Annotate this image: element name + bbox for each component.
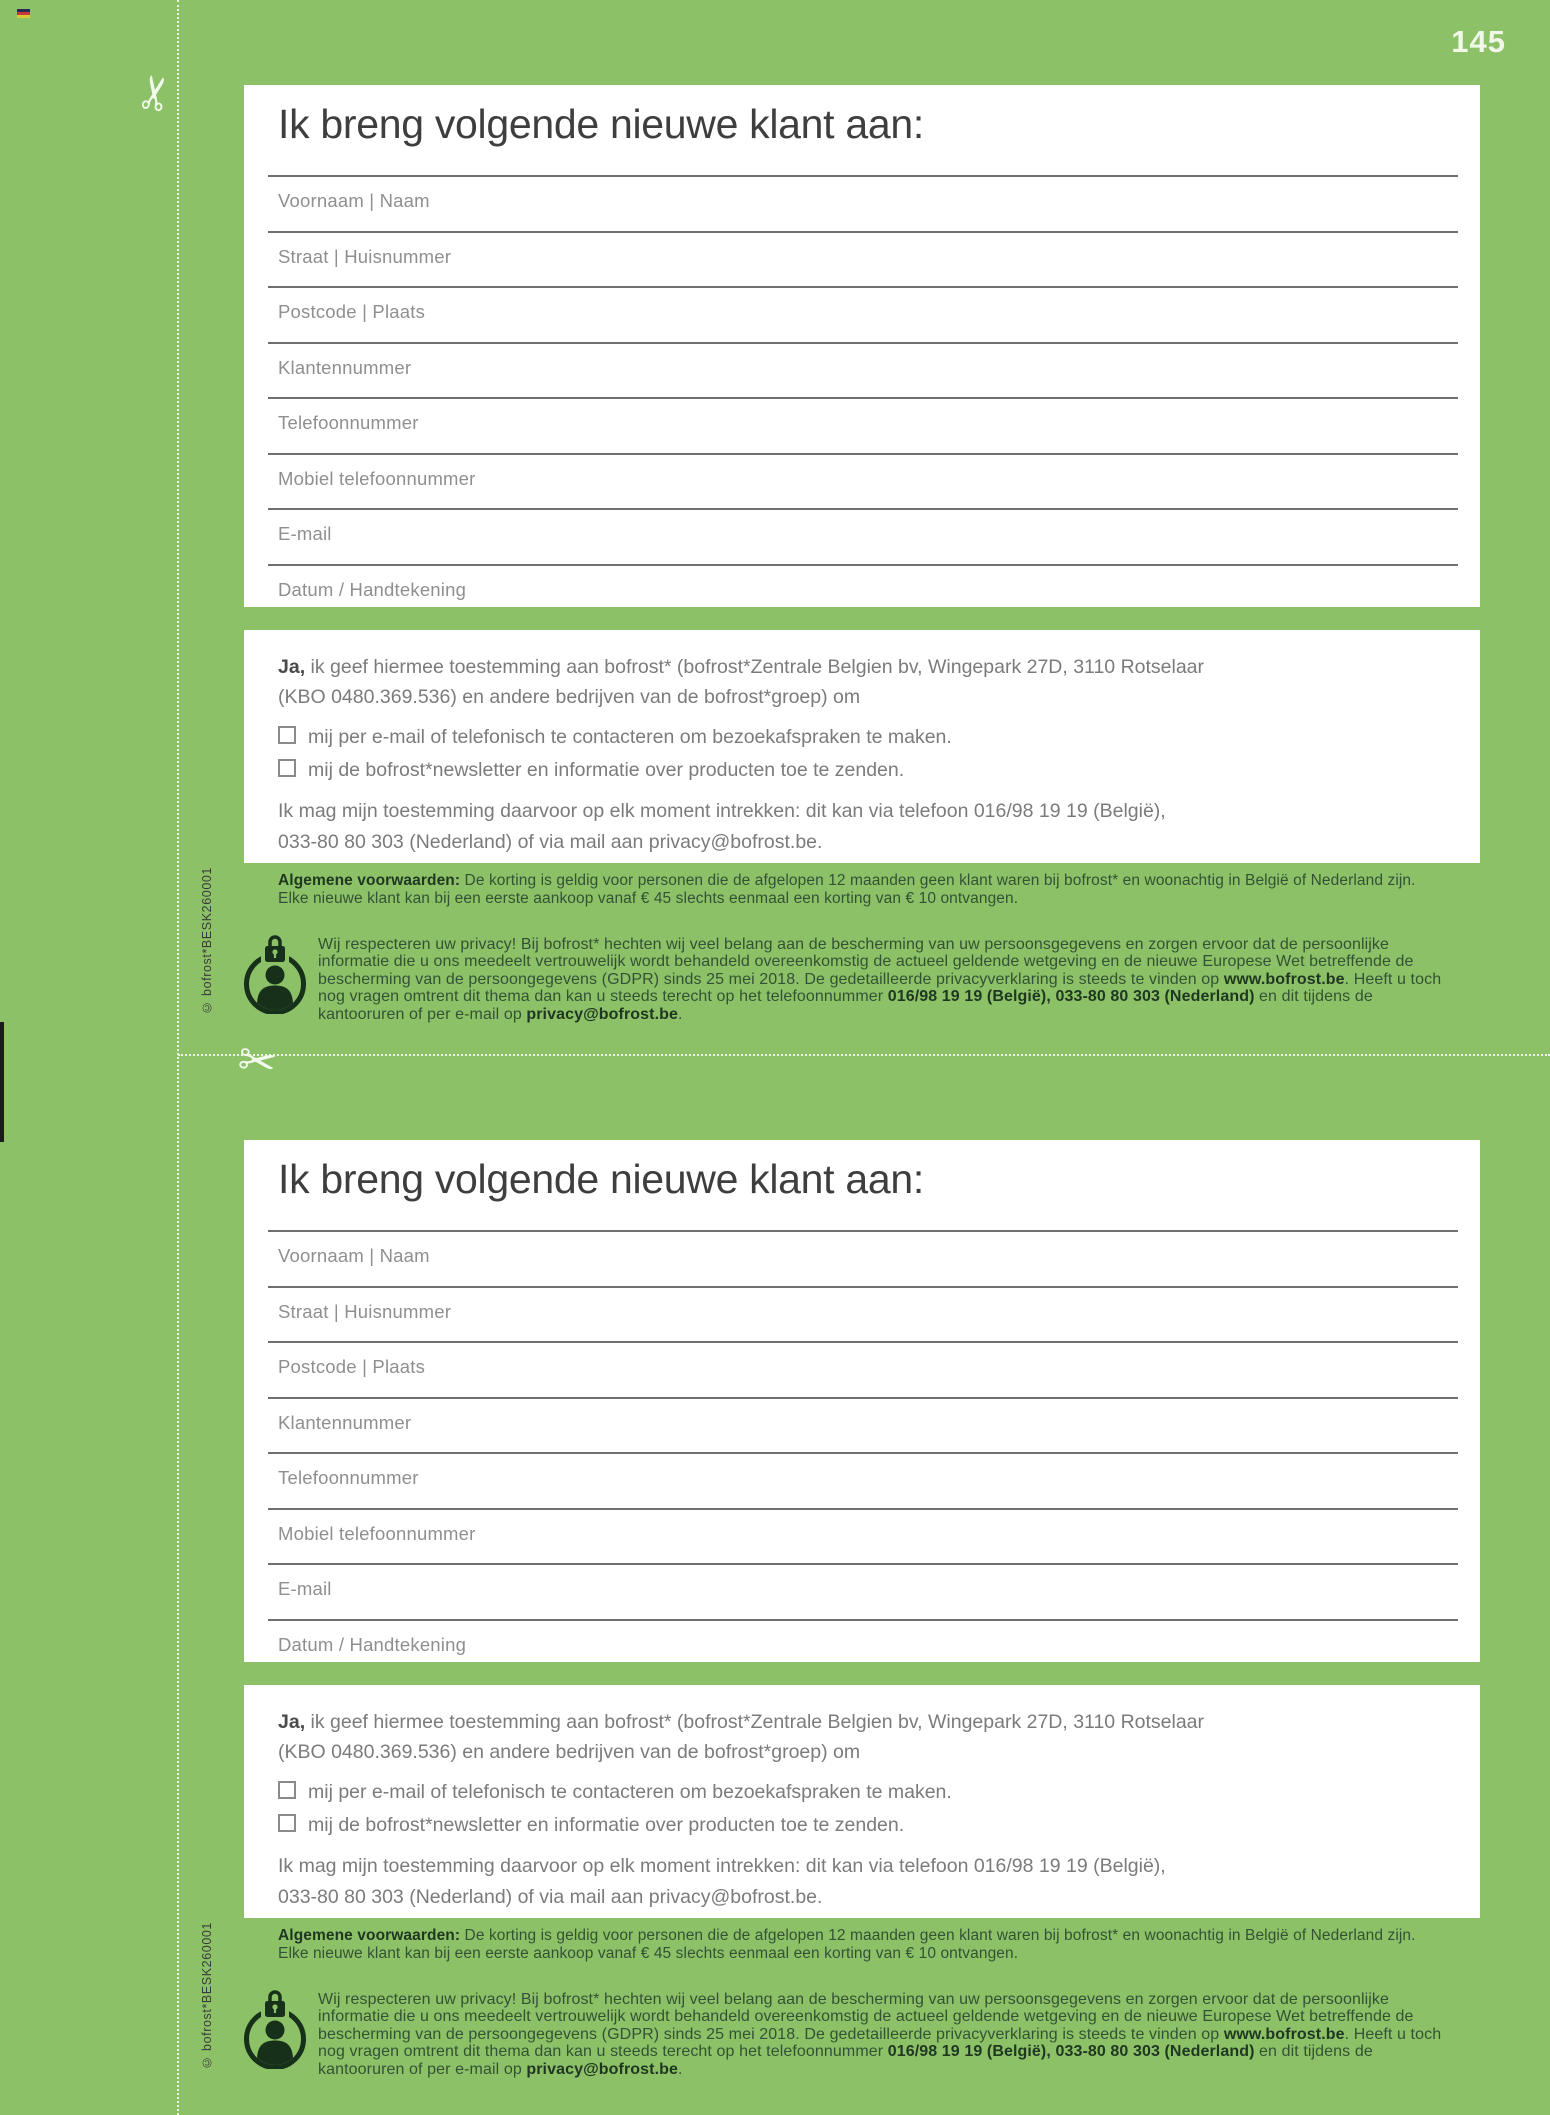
revoke-line2: 033-80 80 303 (Nederland) of via mail aan privacy@bofrost.be.	[278, 831, 823, 853]
field-label: Telefoonnummer	[278, 1467, 419, 1488]
form-field-voornaam-naam[interactable]	[268, 1230, 1458, 1286]
field-label: Telefoonnummer	[278, 412, 419, 433]
consent-option-newsletter	[278, 754, 1452, 787]
terms-lead: Algemene voorwaarden:	[278, 872, 461, 889]
privacy-person-lock-icon	[242, 932, 308, 1014]
print-code-text: © bofrost*BESK260001	[200, 1922, 214, 2070]
field-label: E-mail	[278, 1578, 332, 1599]
field-label: Klantennummer	[278, 1411, 412, 1433]
privacy-seg: en dit tijdens de kantooruren of per	[318, 2043, 1373, 2078]
field-label: Straat | Huisnummer	[278, 1300, 452, 1322]
terms-text	[278, 1927, 1483, 1963]
privacy-text	[318, 1991, 1443, 2078]
new-customer-form-panel	[244, 85, 1480, 607]
consent-intro-line2: (KBO 0480.369.536) en andere bedrijven van de bofrost*groep) om	[278, 686, 861, 708]
scissors-icon: ✂	[234, 1032, 280, 1090]
form-fields	[268, 175, 1458, 619]
privacy-seg: e-mail op	[455, 2060, 527, 2078]
consent-panel	[244, 630, 1480, 863]
privacy-url: www.bofrost.be	[1223, 970, 1345, 988]
consent-intro-text	[278, 1707, 1452, 1767]
field-label: Datum / Handtekening	[278, 1633, 467, 1655]
terms-lead: Algemene voorwaarden:	[278, 1927, 461, 1944]
privacy-phones: 016/98 19 19 (België), 033-80 80 303 (Nederland)	[887, 2043, 1255, 2061]
form-field-telefoonnummer[interactable]	[268, 397, 1458, 453]
contact-checkbox-label: mij per e-mail of telefonisch te contacteren om bezoekafspraken te maken.	[308, 726, 952, 748]
print-code-text: © bofrost*BESK260001	[200, 867, 214, 1015]
form-title: Ik breng volgende nieuwe klant aan:	[278, 1156, 924, 1202]
privacy-phones: 016/98 19 19 (België), 033-80 80 303 (Nederland)	[887, 988, 1255, 1006]
form-field-postcode-plaats[interactable]	[268, 286, 1458, 342]
new-customer-form-panel	[244, 1140, 1480, 1662]
revoke-line1: Ik mag mijn toestemming daarvoor op elk moment intrekken: dit kan via telefoon 016/98 19 19 (België),	[278, 800, 1166, 822]
terms-line1: De korting is geldig voor personen die de afgelopen 12 maanden geen klant waren bij bofrost* en woonachtig in België of Nederland zijn.	[460, 872, 1416, 889]
privacy-seg: en dit tijdens de kantooruren of per	[318, 988, 1373, 1023]
consent-intro-line2: (KBO 0480.369.536) en andere bedrijven van de bofrost*groep) om	[278, 1741, 861, 1763]
privacy-text	[318, 936, 1443, 1023]
field-label: E-mail	[278, 523, 332, 544]
privacy-seg: .	[678, 2060, 683, 2078]
revoke-line2: 033-80 80 303 (Nederland) of via mail aan privacy@bofrost.be.	[278, 1886, 823, 1908]
privacy-seg: . Heeft u toch nog vragen omtrent dit thema dan kan u steeds terecht op het telefoonnummer	[318, 2025, 1442, 2061]
terms-text	[278, 872, 1483, 908]
form-field-email[interactable]	[268, 1563, 1458, 1619]
scissors-icon: ✂	[126, 69, 185, 117]
newsletter-checkbox[interactable]	[278, 1814, 296, 1832]
referral-coupon	[0, 1055, 1550, 2110]
form-field-straat-huisnummer[interactable]	[268, 1286, 1458, 1342]
print-code	[192, 866, 222, 1016]
form-fields	[268, 1230, 1458, 1674]
field-label: Postcode | Plaats	[278, 301, 426, 322]
form-field-voornaam-naam[interactable]	[268, 175, 1458, 231]
newsletter-checkbox[interactable]	[278, 759, 296, 777]
form-field-telefoonnummer[interactable]	[268, 1452, 1458, 1508]
field-label: Voornaam | Naam	[278, 1245, 430, 1266]
consent-revoke-text	[278, 1851, 1452, 1913]
consent-revoke-text	[278, 796, 1452, 858]
contact-checkbox[interactable]	[278, 1781, 296, 1799]
contact-checkbox-label: mij per e-mail of telefonisch te contacteren om bezoekafspraken te maken.	[308, 1781, 952, 1803]
field-label: Mobiel telefoonnummer	[278, 1522, 476, 1544]
consent-ja: Ja,	[278, 656, 306, 678]
form-field-mobiel-telefoonnummer[interactable]	[268, 453, 1458, 509]
privacy-email: privacy@bofrost.be	[526, 1005, 679, 1023]
referral-coupon	[0, 0, 1550, 1055]
form-field-klantennummer[interactable]	[268, 1397, 1458, 1453]
field-label: Mobiel telefoonnummer	[278, 467, 476, 489]
terms-line1: De korting is geldig voor personen die de afgelopen 12 maanden geen klant waren bij bofrost* en woonachtig in België of Nederland zijn.	[460, 1927, 1416, 1944]
consent-intro-text	[278, 652, 1452, 712]
newsletter-checkbox-label: mij de bofrost*newsletter en informatie over producten toe te zenden.	[308, 759, 905, 781]
privacy-seg: Wij respecteren uw privacy! Bij bofrost* hechten wij veel belang aan de bescherming van uw persoonsgegevens en zorgen ervoor dat de persoonlijke informatie die u ons meedeelt vertrouwelijk wordt behandeld overeenkomstig de actueel geldende wetgeving en de nieuwe Europese Wet betreffende de bescherming van de persoongegevens (GDPR) sinds 25 mei 2018. De gedetailleerde privacyverklaring is steeds te vinden op	[318, 936, 1414, 988]
revoke-line1: Ik mag mijn toestemming daarvoor op elk moment intrekken: dit kan via telefoon 016/98 19 19 (België),	[278, 1855, 1166, 1877]
newsletter-checkbox-label: mij de bofrost*newsletter en informatie over producten toe te zenden.	[308, 1814, 905, 1836]
print-code	[192, 1921, 222, 2071]
consent-panel	[244, 1685, 1480, 1918]
privacy-seg: e-mail op	[455, 1005, 527, 1023]
form-title: Ik breng volgende nieuwe klant aan:	[278, 101, 924, 147]
form-field-straat-huisnummer[interactable]	[268, 231, 1458, 287]
form-field-datum-handtekening[interactable]	[268, 564, 1458, 620]
privacy-seg: .	[678, 1005, 683, 1023]
consent-option-contact	[278, 721, 1452, 754]
field-label: Postcode | Plaats	[278, 1356, 426, 1377]
privacy-seg: . Heeft u toch nog vragen omtrent dit thema dan kan u steeds terecht op het telefoonnummer	[318, 970, 1442, 1006]
privacy-url: www.bofrost.be	[1223, 2025, 1345, 2043]
privacy-person-lock-icon	[242, 1987, 308, 2069]
page-number: 145	[1451, 24, 1506, 59]
contact-checkbox[interactable]	[278, 726, 296, 744]
form-field-email[interactable]	[268, 508, 1458, 564]
form-field-mobiel-telefoonnummer[interactable]	[268, 1508, 1458, 1564]
consent-intro-line1: ik geef hiermee toestemming aan bofrost* (bofrost*Zentrale Belgien bv, Wingepark 27D, 3110 Rotselaar	[305, 656, 1205, 678]
consent-option-contact	[278, 1776, 1452, 1809]
field-label: Klantennummer	[278, 356, 412, 378]
consent-intro-line1: ik geef hiermee toestemming aan bofrost* (bofrost*Zentrale Belgien bv, Wingepark 27D, 3110 Rotselaar	[305, 1711, 1205, 1733]
terms-line2: Elke nieuwe klant kan bij een eerste aankoop vanaf € 45 slechts eenmaal een korting van € 10 ontvangen.	[278, 890, 1019, 907]
privacy-email: privacy@bofrost.be	[526, 2060, 679, 2078]
field-label: Voornaam | Naam	[278, 190, 430, 211]
consent-option-newsletter	[278, 1809, 1452, 1842]
terms-line2: Elke nieuwe klant kan bij een eerste aankoop vanaf € 45 slechts eenmaal een korting van € 10 ontvangen.	[278, 1945, 1019, 1962]
form-field-datum-handtekening[interactable]	[268, 1619, 1458, 1675]
form-field-klantennummer[interactable]	[268, 342, 1458, 398]
consent-ja: Ja,	[278, 1711, 306, 1733]
field-label: Datum / Handtekening	[278, 578, 467, 600]
privacy-seg: Wij respecteren uw privacy! Bij bofrost* hechten wij veel belang aan de bescherming van uw persoonsgegevens en zorgen ervoor dat de persoonlijke informatie die u ons meedeelt vertrouwelijk wordt behandeld overeenkomstig de actueel geldende wetgeving en de nieuwe Europese Wet betreffende de bescherming van de persoongegevens (GDPR) sinds 25 mei 2018. De gedetailleerde privacyverklaring is steeds te vinden op	[318, 1991, 1414, 2043]
form-field-postcode-plaats[interactable]	[268, 1341, 1458, 1397]
field-label: Straat | Huisnummer	[278, 245, 452, 267]
